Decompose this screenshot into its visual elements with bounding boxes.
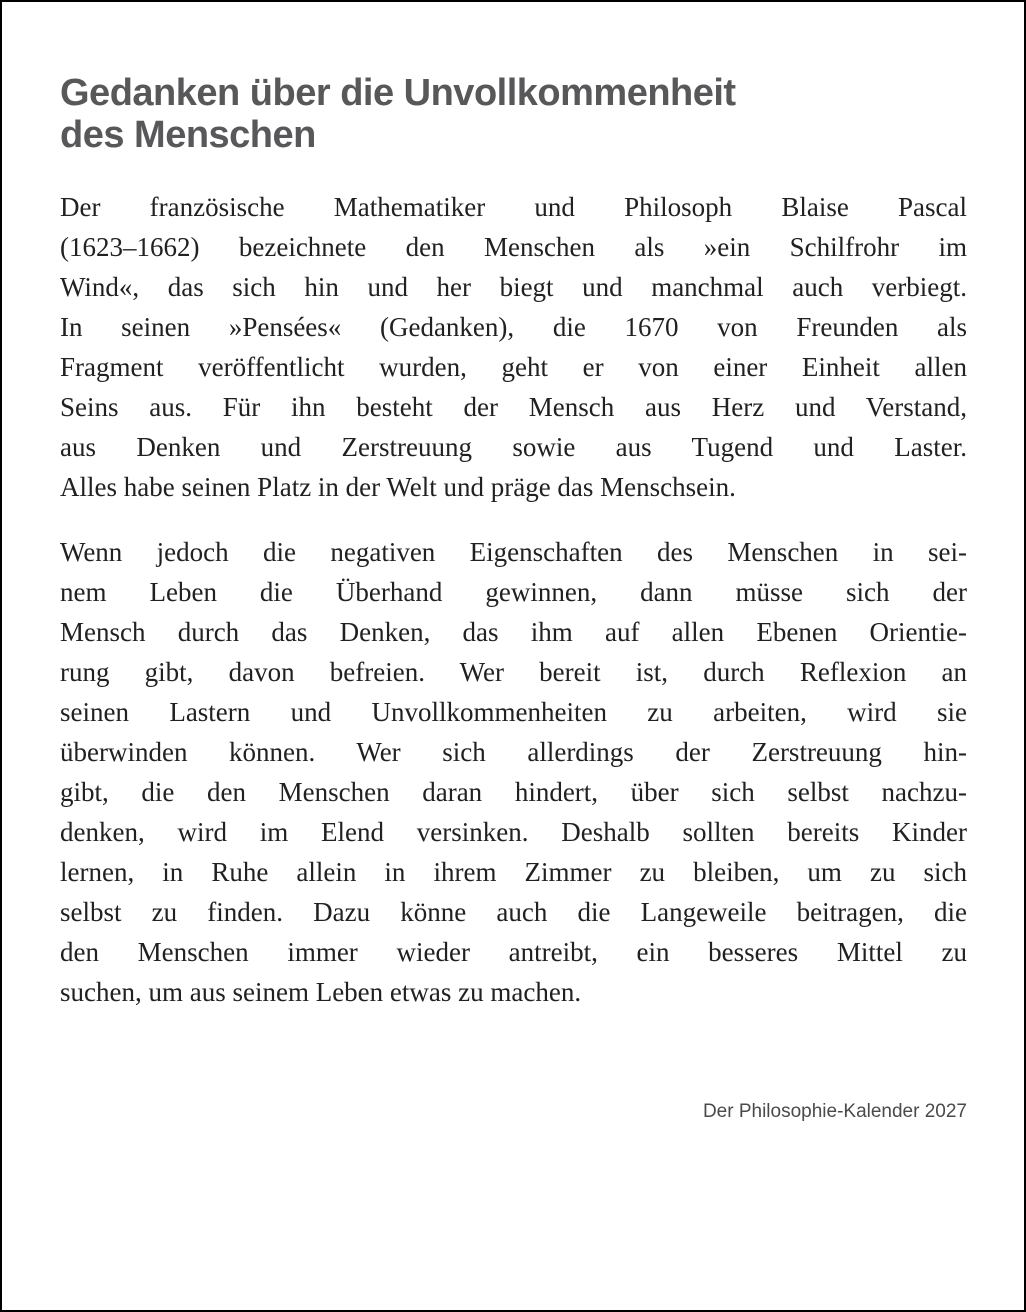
text-line: aus Denken und Zerstreuung sowie aus Tugend und Laster. <box>60 432 967 462</box>
text-line: überwinden können. Wer sich allerdings der Zerstreuung hin- <box>60 737 967 767</box>
paragraph-1 <box>60 187 967 507</box>
text-line: Wenn jedoch die negativen Eigenschaften des Menschen in sei- <box>60 537 967 567</box>
text-line: nem Leben die Überhand gewinnen, dann müsse sich der <box>60 577 967 607</box>
text-line: Der französische Mathematiker und Philosoph Blaise Pascal <box>60 192 967 222</box>
page-content <box>2 2 1024 1310</box>
text-line: In seinen »Pensées« (Gedanken), die 1670 von Freunden als <box>60 312 967 342</box>
text-line: Mensch durch das Denken, das ihm auf allen Ebenen Orientie- <box>60 617 967 647</box>
footer-credit: Der Philosophie-Kalender 2027 <box>702 1101 967 1122</box>
text-line: Alles habe seinen Platz in der Welt und präge das Menschsein. <box>60 472 736 502</box>
text-line: suchen, um aus seinem Leben etwas zu machen. <box>60 977 582 1007</box>
text-line: rung gibt, davon befreien. Wer bereit ist, durch Reflexion an <box>60 657 967 687</box>
page-title <box>60 72 967 156</box>
text-line: (1623–1662) bezeichnete den Menschen als »ein Schilfrohr im <box>60 232 967 262</box>
text-line: gibt, die den Menschen daran hindert, über sich selbst nachzu- <box>60 777 967 807</box>
text-line: selbst zu finden. Dazu könne auch die Langeweile beitragen, die <box>60 897 967 927</box>
text-line: den Menschen immer wieder antreibt, ein besseres Mittel zu <box>60 937 967 967</box>
paragraph-2 <box>60 532 967 1012</box>
text-line: seinen Lastern und Unvollkommenheiten zu arbeiten, wird sie <box>60 697 967 727</box>
article-body <box>60 187 967 1012</box>
text-line: Seins aus. Für ihn besteht der Mensch aus Herz und Verstand, <box>60 392 967 422</box>
text-line: denken, wird im Elend versinken. Deshalb sollten bereits Kinder <box>60 817 967 847</box>
page-title-line-1: Gedanken über die Unvollkommenheit <box>60 72 736 114</box>
page-title-line-2: des Menschen <box>60 114 316 156</box>
text-line: Wind«, das sich hin und her biegt und manchmal auch verbiegt. <box>60 272 967 302</box>
text-line: Fragment veröffentlicht wurden, geht er von einer Einheit allen <box>60 352 967 382</box>
text-line: lernen, in Ruhe allein in ihrem Zimmer zu bleiben, um zu sich <box>60 857 967 887</box>
